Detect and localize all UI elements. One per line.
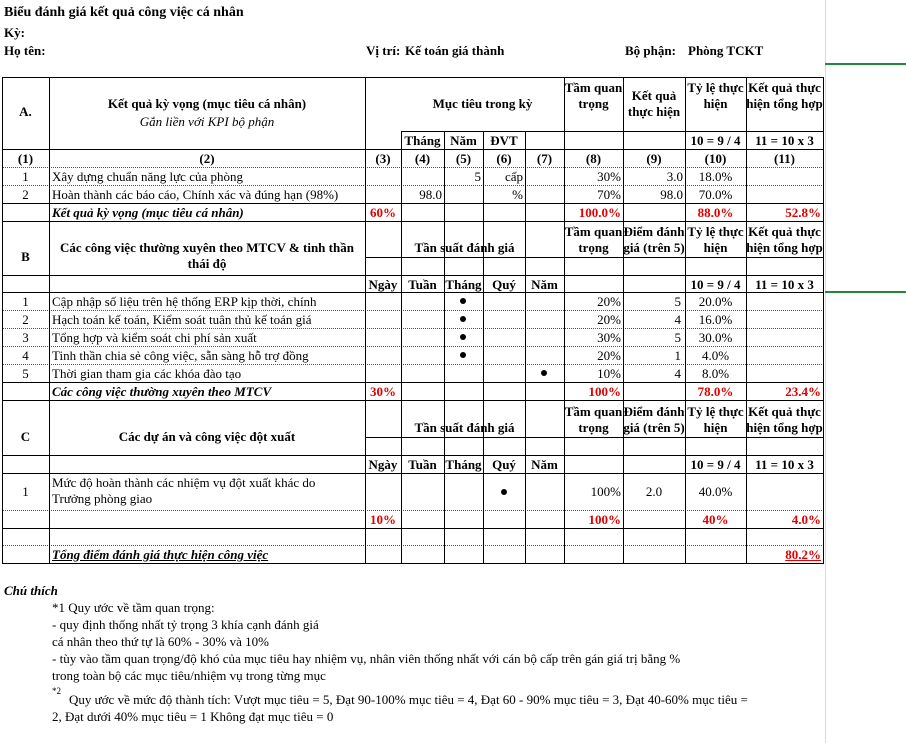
col-number: (4)	[414, 151, 431, 166]
col-number: (10)	[704, 151, 727, 166]
grand-total-label: Tổng điểm đánh giá thực hiện công việc	[52, 547, 269, 562]
note-1-line: - tùy vào tầm quan trọng/độ khó của mục tiêu hay nhiệm vụ, nhân viên thống nhất với cán bộ cấp trên gán giá trị bằng %	[52, 651, 681, 666]
row-no: 2	[22, 312, 29, 327]
row-score: 4	[674, 312, 681, 327]
freq-col: Tuần	[408, 277, 437, 292]
section-a-weight: 100.0%	[578, 205, 621, 220]
freq-col: Quý	[492, 277, 516, 292]
section-a-ratio: 88.0%	[697, 205, 734, 220]
freq-header: Tần suất đánh giá	[414, 240, 515, 255]
row-ratio: 8.0%	[701, 366, 730, 381]
section-b-title: Các công việc thường xuyên theo MTCV & tinh thần thái độ	[60, 240, 354, 271]
row-score: 4	[674, 366, 681, 381]
bullet-quy	[501, 489, 507, 495]
freq-col: Ngày	[368, 277, 398, 292]
total-header: Kết quả thực hiện tổng hợp	[746, 224, 823, 255]
total-header: Kết quả thực hiện tổng hợp	[746, 80, 823, 111]
note-2-mark: *2	[52, 686, 61, 696]
dept-value: Phòng TCKT	[688, 43, 764, 58]
col-number: (8)	[585, 151, 602, 166]
bullet-thang	[460, 298, 466, 304]
section-a-title: Kết quả kỳ vọng (mục tiêu cá nhân)	[107, 96, 307, 111]
row-ratio: 20.0%	[698, 294, 733, 309]
row-no: 1	[22, 294, 29, 309]
row-desc: Tổng hợp và kiểm soát chi phí sản xuất	[52, 330, 257, 345]
section-a-summary-label: Kết quả kỳ vọng (mục tiêu cá nhân)	[52, 205, 244, 220]
row-weight: 20%	[597, 294, 621, 309]
col-number: (2)	[199, 151, 215, 166]
freq-col: Tuần	[408, 457, 437, 472]
row-result: 98.0	[660, 187, 683, 202]
sub-thang: Tháng	[404, 133, 441, 148]
position-label: Vị trí:	[366, 43, 401, 58]
section-b-summary-label: Các công việc thường xuyên theo MTCV	[52, 384, 272, 399]
section-c-code: C	[20, 429, 31, 444]
section-b-total: 23.4%	[785, 384, 821, 399]
col-number: (11)	[774, 151, 795, 166]
weight-header: Tầm quan trọng	[564, 80, 623, 111]
row-ratio: 4.0%	[701, 348, 730, 363]
formula-total: 11 = 10 x 3	[755, 457, 814, 472]
row-desc: Hoàn thành các báo cáo, Chính xác và đúng hạn (98%)	[52, 187, 339, 202]
row-no: 2	[22, 187, 29, 202]
freq-header: Tần suất đánh giá	[414, 420, 515, 435]
row-no: 4	[22, 348, 29, 363]
section-a-total: 52.8%	[785, 205, 821, 220]
row-score: 2.0	[645, 484, 663, 499]
ratio-header: Tỷ lệ thực hiện	[687, 80, 744, 111]
section-b-ratio: 78.0%	[697, 384, 734, 399]
freq-col: Quý	[492, 457, 516, 472]
result-header: Kết quả thực hiện	[627, 88, 681, 119]
formula-total: 11 = 10 x 3	[755, 277, 814, 292]
row-desc: Mức độ hoàn thành các nhiệm vụ đột xuất khác do Trưởng phòng giao	[52, 475, 316, 506]
score-header: Điểm đánh giá (trên 5)	[623, 224, 685, 255]
col-number: (7)	[536, 151, 553, 166]
row-ratio: 16.0%	[698, 312, 733, 327]
section-c-title: Các dự án và công việc đột xuất	[118, 429, 296, 444]
bullet-thang	[460, 352, 466, 358]
col-number: (1)	[17, 151, 34, 166]
section-a-share: 60%	[370, 205, 396, 220]
bullet-thang	[460, 334, 466, 340]
period-label: Kỳ:	[4, 25, 25, 40]
row-desc: Thời gian tham gia các khóa đào tạo	[52, 366, 242, 381]
row-result: 3.0	[666, 169, 683, 184]
row-weight: 10%	[597, 366, 621, 381]
row-weight: 30%	[597, 169, 621, 184]
section-b-share: 30%	[370, 384, 396, 399]
row-no: 3	[22, 330, 29, 345]
row-thang: 98.0	[419, 187, 442, 202]
freq-col: Tháng	[445, 277, 482, 292]
row-desc: Hạch toán kế toán, Kiểm soát tuân thủ kế toán giá	[52, 312, 312, 327]
row-no: 1	[22, 169, 29, 184]
sub-nam: Năm	[450, 133, 477, 148]
section-c-share: 10%	[370, 512, 396, 527]
row-weight: 100%	[590, 484, 621, 499]
ratio-header: Tỷ lệ thực hiện	[687, 404, 744, 435]
row-desc: Xây dựng chuẩn năng lực của phòng	[52, 169, 243, 184]
row-ratio: 70.0%	[698, 187, 733, 202]
formula-ratio: 10 = 9 / 4	[690, 277, 741, 292]
weight-header: Tầm quan trọng	[564, 224, 623, 255]
section-c-total: 4.0%	[791, 512, 821, 527]
note-2-line: 2, Đạt dưới 40% mục tiêu = 1 Không đạt mục tiêu = 0	[52, 709, 334, 724]
gridline	[825, 0, 826, 743]
total-header: Kết quả thực hiện tổng hợp	[746, 404, 823, 435]
row-weight: 70%	[597, 187, 621, 202]
row-score: 5	[674, 294, 681, 309]
col-number: (6)	[496, 151, 512, 166]
sheet-title: Biểu đánh giá kết quả công việc cá nhân	[4, 5, 244, 20]
grand-total-value: 80.2%	[785, 547, 821, 562]
note-1-title: *1 Quy ước về tầm quan trọng:	[52, 600, 215, 615]
formula-ratio: 10 = 9 / 4	[690, 457, 741, 472]
dept-label: Bộ phận:	[625, 43, 676, 58]
note-1-line: - quy định thống nhất tỷ trọng 3 khía cạnh đánh giá	[52, 617, 319, 632]
row-ratio: 30.0%	[698, 330, 733, 345]
bullet-thang	[460, 316, 466, 322]
row-weight: 20%	[597, 348, 621, 363]
selection-marker	[825, 63, 906, 65]
row-score: 1	[674, 348, 681, 363]
section-a-code: A.	[19, 104, 32, 119]
row-weight: 20%	[597, 312, 621, 327]
col-number: (9)	[646, 151, 662, 166]
row-score: 5	[674, 330, 681, 345]
weight-header: Tầm quan trọng	[564, 404, 623, 435]
note-1-line: trong toàn bộ các mục tiêu/nhiệm vụ trong từng mục	[52, 668, 326, 683]
section-c-weight: 100%	[588, 512, 621, 527]
ratio-header: Tỷ lệ thực hiện	[687, 224, 744, 255]
formula-total: 11 = 10 x 3	[755, 133, 814, 148]
score-header: Điểm đánh giá (trên 5)	[623, 404, 685, 435]
row-desc: Tinh thần chia sẻ công việc, sẵn sàng hỗ trợ đồng	[52, 348, 309, 363]
row-no: 5	[22, 366, 29, 381]
formula-ratio: 10 = 9 / 4	[690, 133, 741, 148]
freq-col: Tháng	[445, 457, 482, 472]
row-nam: 5	[474, 169, 481, 184]
position-value: Kế toán giá thành	[405, 43, 505, 58]
section-a-subtitle: Gắn liền với KPI bộ phận	[139, 114, 275, 129]
notes-heading: Chú thích	[4, 583, 58, 598]
row-ratio: 40.0%	[698, 484, 733, 499]
bullet-nam	[541, 370, 547, 376]
row-dvt: %	[512, 187, 523, 202]
row-ratio: 18.0%	[698, 169, 733, 184]
freq-col: Ngày	[368, 457, 398, 472]
freq-col: Năm	[531, 457, 558, 472]
selection-marker	[825, 291, 906, 293]
section-b-code: B	[21, 249, 30, 264]
col-number: (5)	[455, 151, 472, 166]
sub-dvt: ĐVT	[490, 133, 518, 148]
name-label: Họ tên:	[4, 43, 46, 58]
row-dvt: cấp	[504, 169, 523, 184]
col-number: (3)	[375, 151, 391, 166]
target-header: Mục tiêu trong kỳ	[432, 96, 533, 111]
freq-col: Năm	[531, 277, 558, 292]
row-desc: Cập nhập số liệu trên hệ thống ERP kịp thời, chính	[52, 294, 317, 309]
section-c-ratio: 40%	[702, 512, 729, 527]
row-weight: 30%	[597, 330, 621, 345]
section-b-weight: 100%	[588, 384, 621, 399]
row-no: 1	[22, 484, 29, 499]
note-1-line: cá nhân theo thứ tự là 60% - 30% và 10%	[52, 634, 269, 649]
note-2-line: Quy ước về mức độ thành tích: Vượt mục tiêu = 5, Đạt 90-100% mục tiêu = 4, Đạt 60 - 90% mục tiêu = 3, Đạt 40-60% mục tiêu =	[69, 692, 748, 707]
